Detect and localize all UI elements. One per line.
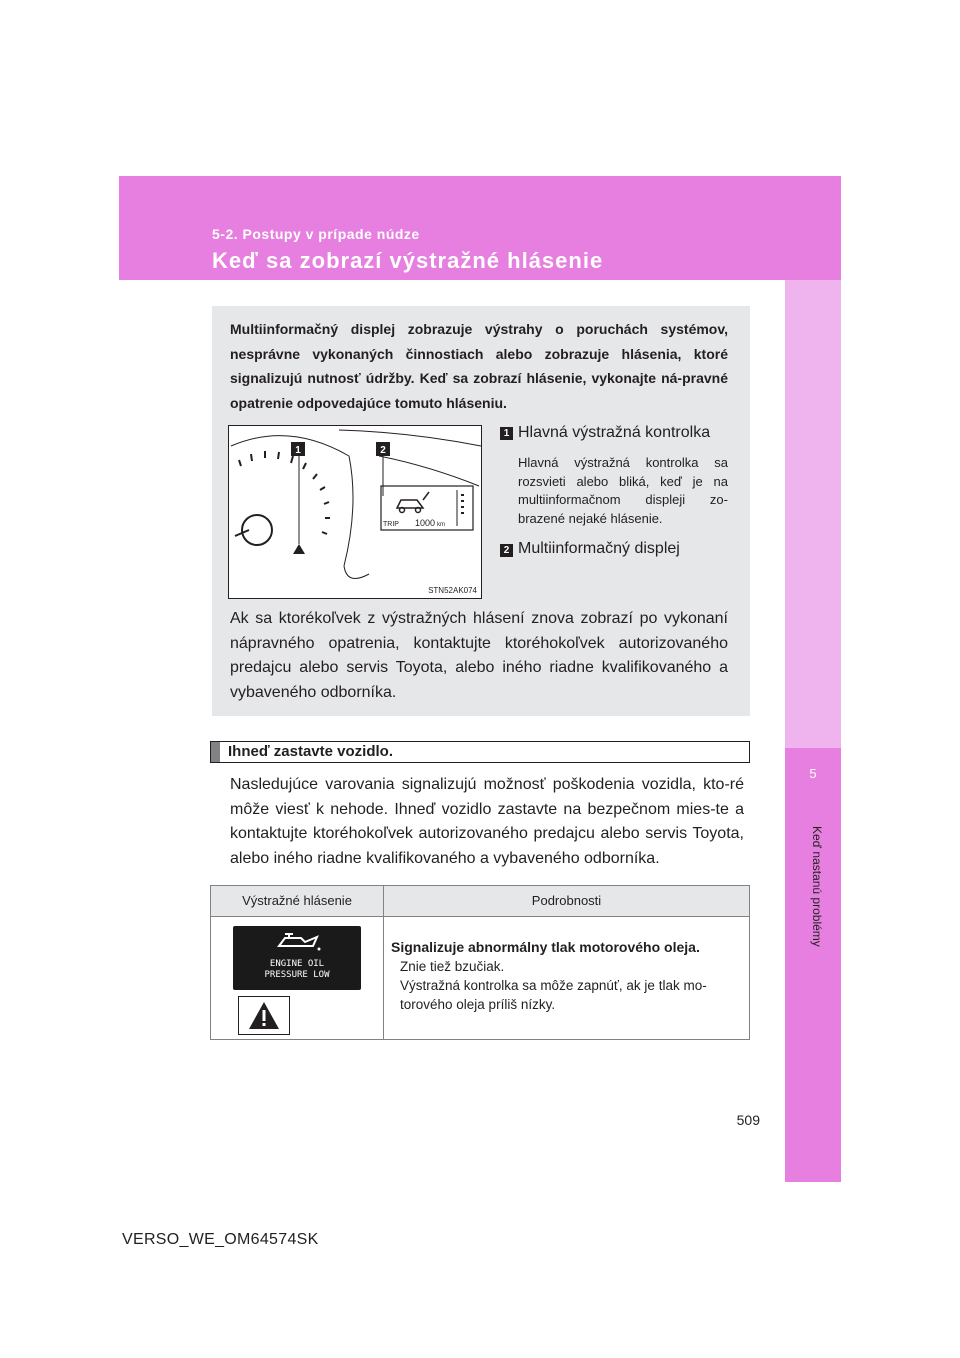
legend-2-title: Multiinformačný displej (518, 540, 680, 557)
page-title: Keď sa zobrazí výstražné hlásenie (212, 248, 604, 273)
table-header-row (211, 886, 749, 917)
master-warning-light-icon (293, 544, 305, 554)
after-action-text: Ak sa ktorékoľvek z výstražných hlásení znova zobrazí po vykonaní nápravného opatrenia, kontaktujte ktoréhokoľvek autorizovaného predajcu alebo servis Toyota, alebo iného riadne kvalifikovaného a vybaveného odborníka. (230, 610, 728, 701)
oil-can-icon (233, 926, 361, 956)
figure-code: STN52AK074 (428, 586, 477, 595)
document-code: VERSO_WE_OM64574SK (122, 1231, 319, 1248)
detail-title: Signalizuje abnormálny tlak motorového oleja. (391, 939, 700, 955)
heading-bar (211, 742, 220, 762)
detail-line-1: Znie tiež bzučiak. (400, 959, 505, 974)
column-divider (383, 886, 384, 1039)
master-warning-icon-box (238, 996, 290, 1035)
legend-1-description: Hlavná výstražná kontrolka sa rozsvieti alebo bliká, keď je na multiinformačnom displeji zo-brazené nejaké hlásenie. (518, 455, 728, 526)
intro-text: Multiinformačný displej zobrazuje výstrahy o poruchách systémov, nesprávne vykonaných činnostiach alebo zobrazuje hlásenia, ktoré signalizujú nutnosť údržby. Keď sa zobrazí hlásenie, vykonajte ná-pravné opatrenie odpovedajúce tomuto hláseniu. (230, 321, 728, 411)
stop-heading-label: Ihneď zastavte vozidlo. (228, 743, 393, 760)
legend-2-number: 2 (500, 544, 513, 557)
odometer-unit: km (437, 522, 445, 528)
chapter-title: Keď nastanú problémy (810, 826, 824, 947)
chapter-number: 5 (809, 766, 817, 781)
warning-triangle-icon (239, 997, 289, 1034)
legend-1-number: 1 (500, 427, 513, 440)
page-number: 509 (736, 1112, 760, 1128)
header-details: Podrobnosti (531, 893, 602, 908)
detail-cell (391, 938, 746, 1014)
lcd-line-1: ENGINE OIL (269, 959, 325, 969)
instrument-cluster-illustration (228, 425, 482, 599)
cluster-drawing (229, 426, 483, 600)
trip-label: TRIP (383, 521, 399, 528)
section-label: 5-2. Postupy v prípade núdze (212, 226, 420, 242)
stop-section-text: Nasledujúce varovania signalizujú možnosť poškodenia vozidla, kto-ré môže viesť k nehode. Ihneď vozidlo zastavte na bezpečnom mies-te a kontaktujte ktoréhokoľvek autorizovaného predajcu alebo servis Toyota, alebo iného riadne kvalifikovaného a vybaveného odborníka. (230, 776, 744, 867)
warning-table (210, 885, 750, 1040)
open-door-car-icon (397, 492, 429, 513)
engine-oil-lcd-display (233, 926, 361, 990)
odometer-value: 1000 (415, 518, 436, 528)
fuel-gauge-icon (461, 494, 464, 514)
detail-line-2: Výstražná kontrolka sa môže zapnúť, ak je tlak mo-torového oleja príliš nízky. (400, 978, 707, 1012)
speedometer-ticks (239, 451, 330, 534)
callout-1-label: 1 (295, 445, 301, 456)
header-warning-message: Výstražné hlásenie (242, 893, 352, 908)
lcd-line-2: PRESSURE LOW (264, 970, 330, 980)
callout-2-label: 2 (380, 445, 386, 456)
legend-1-title: Hlavná výstražná kontrolka (518, 424, 711, 441)
stop-section-heading (210, 741, 750, 763)
